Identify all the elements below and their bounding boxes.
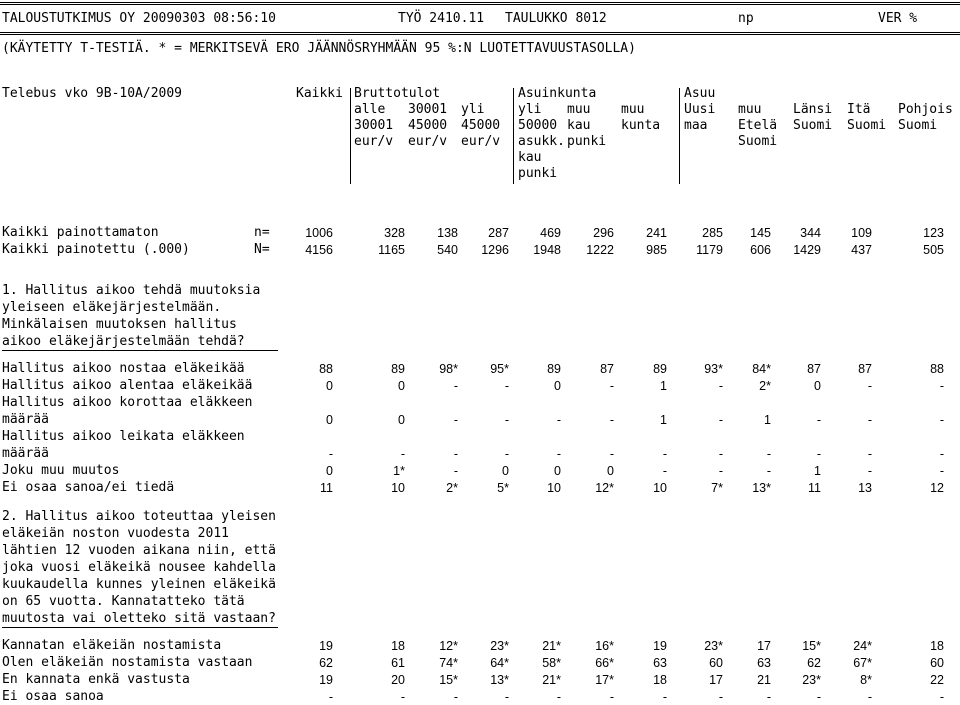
base-row-value: 437 [851, 243, 872, 257]
answer-row-value: 22 [930, 673, 944, 687]
answer-row-value: 19 [319, 673, 333, 687]
answer-row-value: 98* [439, 362, 458, 376]
answer-row-value: 89 [547, 362, 561, 376]
column-header: punki [567, 134, 607, 149]
report-job: TYÖ 2410.11 [398, 11, 485, 26]
answer-row-value: 0 [326, 379, 333, 393]
base-row-value: 1006 [305, 226, 333, 240]
divider-asuinkunta [679, 88, 680, 184]
answer-row-value: 18 [391, 639, 405, 653]
base-row-value: 109 [851, 226, 872, 240]
answer-row-value: 5* [497, 481, 509, 495]
report-note: (KÄYTETTY T-TESTIÄ. * = MERKITSEVÄ ERO JÄÄNNÖSRYHMÄÄN 95 %:N LUOTETTAVUUSTASOLLA) [2, 41, 636, 56]
answer-row-value: 58* [542, 656, 561, 670]
answer-row-value: 7* [711, 481, 723, 495]
question-text: lähtien 12 vuoden aikana niin, että [2, 543, 276, 558]
divider-bruttotulot [513, 88, 514, 184]
column-header: 45000 [461, 118, 501, 133]
answer-row-value: 87 [807, 362, 821, 376]
base-row-value: 1179 [696, 243, 723, 257]
answer-row-value: - [816, 447, 821, 461]
answer-row-value: - [328, 690, 333, 704]
answer-row-value: - [718, 379, 723, 393]
answer-row-value: 67* [853, 656, 872, 670]
base-row-value: 1296 [481, 243, 509, 257]
answer-row-value: 62 [807, 656, 821, 670]
answer-label: Ei osaa sanoa/ei tiedä [2, 480, 175, 495]
column-header: Etelä [738, 118, 778, 133]
column-header: kunta [621, 118, 661, 133]
answer-row-value: 12 [930, 481, 944, 495]
answer-row-value: 15* [802, 639, 821, 653]
column-group-header: Asuu [684, 86, 716, 101]
column-header: eur/v [408, 134, 448, 149]
answer-row-value: - [662, 447, 667, 461]
answer-row-value: 10 [547, 481, 561, 495]
base-row-value: 287 [488, 226, 509, 240]
answer-row-value: 0 [554, 464, 561, 478]
column-header: Itä [847, 102, 871, 117]
answer-label: Olen eläkeiän nostamista vastaan [2, 655, 253, 670]
answer-row-value: 95* [490, 362, 509, 376]
column-header: alle [354, 102, 386, 117]
answer-row-value: - [718, 464, 723, 478]
base-row-value: 606 [750, 243, 771, 257]
answer-row-value: 60 [930, 656, 944, 670]
question-text: aikoo eläkejärjestelmään tehdä? [2, 334, 245, 349]
column-header: yli [518, 102, 542, 117]
answer-row-value: 74* [439, 656, 458, 670]
answer-row-value: 20 [391, 673, 405, 687]
answer-row-value: 23* [490, 639, 509, 653]
answer-row-value: - [504, 379, 509, 393]
answer-row-value: - [766, 464, 771, 478]
column-header: Suomi [898, 118, 938, 133]
column-header: 30001 [408, 102, 448, 117]
answer-row-value: 2* [446, 481, 458, 495]
question-text: kuukaudella kunnes yleinen eläkeikä [2, 577, 276, 592]
answer-label: Ei osaa sanoa [2, 689, 104, 704]
answer-row-value: 19 [653, 639, 667, 653]
answer-row-value: - [609, 413, 614, 427]
answer-row-value: 0 [326, 464, 333, 478]
answer-row-value: - [453, 690, 458, 704]
answer-row-value: 10 [653, 481, 667, 495]
survey-title: Telebus vko 9B-10A/2009 [2, 86, 183, 101]
answer-row-value: 64* [490, 656, 509, 670]
base-row-value: 1948 [533, 243, 561, 257]
answer-row-value: 8* [860, 673, 872, 687]
base-row-value: 469 [540, 226, 561, 240]
answer-label: En kannata enkä vastusta [2, 672, 190, 687]
base-row-value: 138 [437, 226, 458, 240]
answer-row-value: 0 [502, 464, 509, 478]
answer-label: määrää [2, 446, 49, 461]
answer-row-value: - [718, 413, 723, 427]
answer-row-value: 66* [595, 656, 614, 670]
answer-row-value: - [867, 447, 872, 461]
base-row-value: 1429 [793, 243, 821, 257]
question-text: Minkälaisen muutoksen hallitus [2, 317, 237, 332]
answer-row-value: 23* [704, 639, 723, 653]
question-text: 1. Hallitus aikoo tehdä muutoksia [2, 283, 261, 298]
answer-row-value: - [662, 464, 667, 478]
answer-row-value: 21* [542, 673, 561, 687]
answer-row-value: 0 [326, 413, 333, 427]
base-row-label: Kaikki painotettu (.000) [2, 242, 190, 257]
answer-row-value: - [453, 413, 458, 427]
answer-row-value: 1 [814, 464, 821, 478]
answer-row-value: - [453, 447, 458, 461]
column-header: yli [461, 102, 485, 117]
answer-row-value: 2* [759, 379, 771, 393]
answer-label: Joku muu muutos [2, 463, 120, 478]
report-table: TAULUKKO 8012 [505, 11, 607, 26]
answer-row-value: - [400, 447, 405, 461]
column-group-header: Bruttotulot [354, 86, 441, 101]
column-header: 45000 [408, 118, 448, 133]
answer-row-value: - [662, 690, 667, 704]
answer-row-value: 0 [607, 464, 614, 478]
answer-row-value: - [867, 464, 872, 478]
answer-row-value: 0 [398, 379, 405, 393]
answer-row-value: 0 [554, 379, 561, 393]
column-header: 30001 [354, 118, 394, 133]
answer-row-value: 89 [653, 362, 667, 376]
column-header: asukk. [518, 134, 565, 149]
answer-label: määrää [2, 412, 49, 427]
answer-row-value: 12* [439, 639, 458, 653]
report-ver: VER % [878, 11, 918, 26]
answer-row-value: 11 [808, 481, 821, 495]
answer-row-value: - [609, 447, 614, 461]
question-text: 2. Hallitus aikoo toteuttaa yleisen [2, 509, 276, 524]
answer-row-value: 1* [393, 464, 405, 478]
base-row-value: 241 [646, 226, 667, 240]
column-group-header: Asuinkunta [518, 86, 597, 101]
base-row-value: 505 [923, 243, 944, 257]
answer-row-value: 18 [930, 639, 944, 653]
answer-row-value: - [609, 690, 614, 704]
answer-row-value: - [504, 413, 509, 427]
answer-row-value: 21* [542, 639, 561, 653]
answer-row-value: - [939, 464, 944, 478]
answer-row-value: 10 [391, 481, 405, 495]
answer-row-value: 13* [752, 481, 771, 495]
answer-row-value: 1 [660, 413, 667, 427]
answer-row-value: 87 [858, 362, 872, 376]
answer-row-value: 17 [757, 639, 771, 653]
answer-row-value: - [939, 379, 944, 393]
answer-row-value: 60 [709, 656, 723, 670]
column-header: muu [738, 102, 762, 117]
answer-row-value: 17 [709, 673, 723, 687]
column-header: Suomi [738, 134, 778, 149]
answer-row-value: 18 [653, 673, 667, 687]
answer-row-value: 63 [653, 656, 667, 670]
column-header: 50000 [518, 118, 558, 133]
column-header: muu [567, 102, 591, 117]
base-row-label: Kaikki painottamaton [2, 225, 159, 240]
answer-row-value: 63 [757, 656, 771, 670]
base-row-value: 985 [646, 243, 667, 257]
base-row-value: 540 [437, 243, 458, 257]
base-row-value: 296 [593, 226, 614, 240]
column-header: Länsi [793, 102, 833, 117]
answer-row-value: - [556, 413, 561, 427]
column-header: kau [518, 150, 542, 165]
answer-row-value: 84* [752, 362, 771, 376]
answer-row-value: 0 [814, 379, 821, 393]
answer-row-value: - [718, 690, 723, 704]
base-row-value: 1222 [586, 243, 614, 257]
answer-row-value: - [556, 690, 561, 704]
column-header: maa [684, 118, 708, 133]
column-header: Suomi [847, 118, 887, 133]
base-row-value: 123 [923, 226, 944, 240]
answer-row-value: - [504, 447, 509, 461]
answer-row-value: 88 [930, 362, 944, 376]
base-row-mark: N= [254, 242, 270, 257]
answer-row-value: - [556, 447, 561, 461]
answer-row-value: - [453, 379, 458, 393]
base-row-value: 4156 [305, 243, 333, 257]
answer-row-value: 15* [439, 673, 458, 687]
answer-row-value: - [939, 690, 944, 704]
answer-row-value: 19 [319, 639, 333, 653]
answer-row-value: 88 [319, 362, 333, 376]
answer-label: Hallitus aikoo nostaa eläkeikää [2, 361, 245, 376]
base-row-value: 328 [384, 226, 405, 240]
base-row-value: 344 [800, 226, 821, 240]
answer-row-value: - [504, 690, 509, 704]
divider-total [350, 88, 351, 184]
answer-label: Kannatan eläkeiän nostamista [2, 638, 222, 653]
answer-row-value: 17* [595, 673, 614, 687]
header-separator [0, 32, 960, 35]
report-np: np [738, 11, 754, 26]
answer-row-value: - [816, 413, 821, 427]
answer-row-value: - [939, 447, 944, 461]
question-text: yleiseen eläkejärjestelmään. [2, 300, 222, 315]
answer-row-value: 0 [398, 413, 405, 427]
answer-row-value: 23* [802, 673, 821, 687]
answer-row-value: - [867, 413, 872, 427]
answer-row-value: 13* [490, 673, 509, 687]
answer-row-value: 11 [320, 481, 333, 495]
answer-row-value: - [609, 379, 614, 393]
answer-label: Hallitus aikoo leikata eläkkeen [2, 429, 245, 444]
top-separator [0, 2, 960, 5]
answer-row-value: 89 [391, 362, 405, 376]
answer-row-value: 87 [600, 362, 614, 376]
answer-row-value: 13 [858, 481, 872, 495]
answer-row-value: 1 [764, 413, 771, 427]
base-row-value: 285 [702, 226, 723, 240]
answer-row-value: - [939, 413, 944, 427]
question-text: eläkeiän noston vuodesta 2011 [2, 526, 229, 541]
answer-label: Hallitus aikoo alentaa eläkeikää [2, 378, 253, 393]
answer-row-value: - [867, 690, 872, 704]
base-row-value: 1165 [378, 243, 405, 257]
answer-row-value: - [453, 464, 458, 478]
column-header: muu [621, 102, 645, 117]
column-header: punki [518, 166, 558, 181]
question-text: on 65 vuotta. Kannatatteko tätä [2, 594, 245, 609]
column-total-header: Kaikki [296, 86, 343, 101]
answer-row-value: 1 [660, 379, 667, 393]
answer-row-value: - [400, 690, 405, 704]
answer-row-value: - [816, 690, 821, 704]
column-header: eur/v [461, 134, 501, 149]
column-header: Uusi [684, 102, 716, 117]
question-text: muutosta vai oletteko sitä vastaan? [2, 611, 276, 626]
base-row-mark: n= [254, 225, 270, 240]
question-text: joka vuosi eläkeikä nousee kahdella [2, 560, 276, 575]
column-header: kau [567, 118, 591, 133]
report-org: TALOUSTUTKIMUS OY 20090303 08:56:10 [2, 11, 276, 26]
column-header: Pohjois [898, 102, 953, 117]
answer-row-value: 21 [757, 673, 771, 687]
column-header: Suomi [793, 118, 833, 133]
answer-row-value: 61 [391, 656, 405, 670]
answer-row-value: 24* [853, 639, 872, 653]
answer-row-value: - [718, 447, 723, 461]
question-underline [2, 627, 278, 628]
answer-row-value: - [867, 379, 872, 393]
answer-row-value: - [766, 447, 771, 461]
column-header: eur/v [354, 134, 394, 149]
answer-row-value: - [328, 447, 333, 461]
answer-label: Hallitus aikoo korottaa eläkkeen [2, 395, 253, 410]
base-row-value: 145 [750, 226, 771, 240]
answer-row-value: 62 [319, 656, 333, 670]
answer-row-value: 93* [704, 362, 723, 376]
question-underline [2, 350, 278, 351]
answer-row-value: 16* [595, 639, 614, 653]
answer-row-value: - [766, 690, 771, 704]
answer-row-value: 12* [595, 481, 614, 495]
